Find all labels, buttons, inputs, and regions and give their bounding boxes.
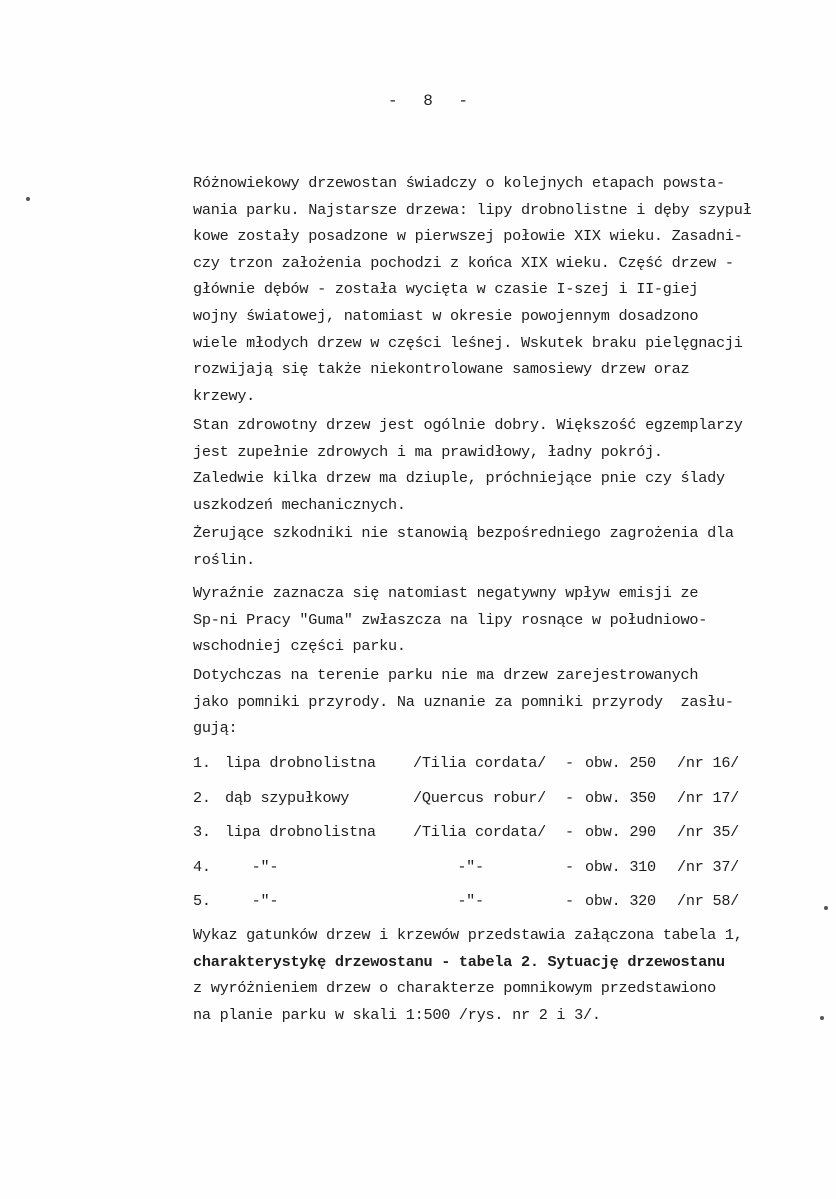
paragraph-pests: [193, 520, 823, 573]
list-item: [193, 850, 813, 885]
text-line: roślin.: [193, 550, 256, 569]
tree-number: /nr 17/: [677, 788, 740, 807]
text-line: Stan zdrowotny drzew jest ogólnie dobry. Większość egzemplarzy: [193, 416, 743, 434]
species-name: lipa drobnolistna: [225, 823, 376, 841]
page-number: - 8 -: [388, 92, 477, 110]
species-name: -"-: [225, 857, 279, 876]
margin-dot: [26, 197, 30, 201]
text-line: wojny światowej, natomiast w okresie powojennym dosadzono: [193, 306, 699, 325]
girth-value: obw. 350: [585, 788, 656, 807]
list-item: [193, 815, 813, 850]
text-line: Różnowiekowy drzewostan świadczy o kolejnych etapach powsta-: [193, 174, 725, 192]
text-line: Sp-ni Pracy "Guma" zwłaszcza na lipy rosnące w południowo-: [193, 610, 708, 629]
text-line: kowe zostały posadzone w pierwszej połowie XIX wieku. Zasadni-: [193, 227, 743, 246]
text-line: rozwijają się także niekontrolowane samosiewy drzew oraz: [193, 360, 690, 379]
text-line: na planie parku w skali 1:500 /rys. nr 2 i 3/.: [193, 1005, 601, 1024]
species-name: lipa drobnolistna: [225, 754, 376, 772]
latin-name: /Tilia cordata/: [413, 754, 546, 772]
latin-name: /Quercus robur/: [413, 788, 546, 807]
text-line: wania parku. Najstarsze drzewa: lipy drobnolistne i dęby szypuł: [193, 200, 752, 219]
text-line: czy trzon założenia pochodzi z końca XIX wieku. Część drzew -: [193, 253, 734, 272]
girth-value: obw. 310: [585, 857, 656, 876]
item-number: 1.: [193, 754, 211, 772]
tree-number: /nr 37/: [677, 857, 740, 876]
margin-dot: [824, 906, 828, 910]
text-line: charakterystykę drzewostanu - tabela 2. Sytuację drzewostanu: [193, 952, 725, 971]
text-line: Żerujące szkodniki nie stanowią bezpośredniego zagrożenia dla: [193, 524, 734, 542]
latin-name: /Tilia cordata/: [413, 823, 546, 841]
paragraph-stand-age: [193, 170, 823, 409]
separator-dash: -: [565, 754, 574, 772]
tree-number: /nr 16/: [677, 754, 740, 772]
paragraph-health: [193, 412, 823, 518]
text-line: głównie dębów - została wycięta w czasie I-szej i II-giej: [193, 280, 699, 299]
species-name: -"-: [225, 892, 279, 910]
separator-dash: -: [565, 857, 574, 876]
paragraph-monuments: [193, 662, 823, 742]
list-item: [193, 884, 813, 919]
text-line: jest zupełnie zdrowych i ma prawidłowy, ładny pokrój.: [193, 442, 663, 461]
list-item: [193, 781, 813, 816]
girth-value: obw. 290: [585, 823, 656, 841]
text-line: Dotychczas na terenie parku nie ma drzew zarejestrowanych: [193, 666, 699, 684]
separator-dash: -: [565, 823, 574, 841]
list-item: [193, 746, 813, 781]
tree-number: /nr 58/: [677, 892, 740, 910]
latin-name: -"-: [413, 857, 484, 876]
text-line: uszkodzeń mechanicznych.: [193, 495, 406, 514]
tree-number: /nr 35/: [677, 823, 740, 841]
text-line: Wyraźnie zaznacza się natomiast negatywny wpływ emisji ze: [193, 584, 699, 602]
monument-tree-list: [193, 746, 813, 919]
item-number: 2.: [193, 788, 211, 807]
paragraph-closing: [193, 922, 823, 1028]
girth-value: obw. 250: [585, 754, 656, 772]
text-line: wiele młodych drzew w części leśnej. Wskutek braku pielęgnacji: [193, 333, 743, 352]
text-line: z wyróżnieniem drzew o charakterze pomnikowym przedstawiono: [193, 979, 716, 998]
separator-dash: -: [565, 892, 574, 910]
text-line: krzewy.: [193, 386, 256, 405]
item-number: 3.: [193, 823, 211, 841]
girth-value: obw. 320: [585, 892, 656, 910]
text-line: Wykaz gatunków drzew i krzewów przedstawia załączona tabela 1,: [193, 926, 743, 944]
separator-dash: -: [565, 788, 574, 807]
species-name: dąb szypułkowy: [225, 788, 350, 807]
item-number: 4.: [193, 857, 211, 876]
paragraph-emissions: [193, 580, 823, 660]
item-number: 5.: [193, 892, 211, 910]
text-line: jako pomniki przyrody. Na uznanie za pomniki przyrody zasłu-: [193, 692, 734, 711]
text-line: wschodniej części parku.: [193, 637, 406, 656]
latin-name: -"-: [413, 892, 484, 910]
text-line: gują:: [193, 719, 238, 738]
text-line: Zaledwie kilka drzew ma dziuple, próchniejące pnie czy ślady: [193, 469, 725, 488]
